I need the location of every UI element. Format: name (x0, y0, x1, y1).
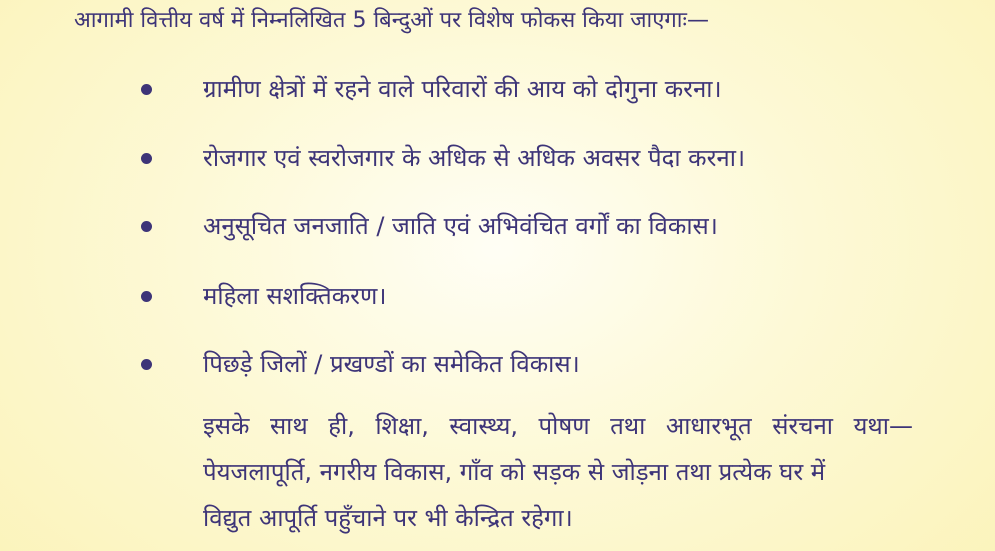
list-item-text: ग्रामीण क्षेत्रों में रहने वाले परिवारों की आय को दोगुना करना। (203, 75, 722, 103)
list-item-text: महिला सशक्तिकरण। (203, 282, 387, 310)
list-item-text: पिछड़े जिलों / प्रखण्डों का समेकित विकास। (203, 350, 580, 378)
bullet-icon (141, 359, 152, 370)
paragraph-line: पेयजलापूर्ति, नगरीय विकास, गाँव को सड़क से जोड़ना तथा प्रत्येक घर में (203, 458, 826, 486)
list-item (0, 209, 995, 243)
paragraph-line: विद्युत आपूर्ति पहुँचाने पर भी केन्द्रित रहेगा। (203, 504, 573, 532)
list-item-text: रोजगार एवं स्वरोजगार के अधिक से अधिक अवसर पैदा करना। (203, 144, 746, 172)
bullet-icon (141, 153, 152, 164)
bullet-icon (141, 291, 152, 302)
list-item (0, 347, 995, 381)
closing-paragraph (203, 403, 913, 541)
bullet-icon (141, 221, 152, 232)
paragraph-line: इसके साथ ही, शिक्षा, स्वास्थ्य, पोषण तथा आधारभूत संरचना यथा— (203, 412, 913, 440)
list-item-text: अनुसूचित जनजाति / जाति एवं अभिवंचित वर्गों का विकास। (203, 212, 718, 240)
list-item (0, 72, 995, 106)
list-item (0, 141, 995, 175)
intro-heading: आगामी वित्तीय वर्ष में निम्नलिखित 5 बिन्दुओं पर विशेष फोकस किया जाएगाः— (74, 8, 709, 33)
bullet-icon (141, 84, 152, 95)
list-item (0, 279, 995, 313)
